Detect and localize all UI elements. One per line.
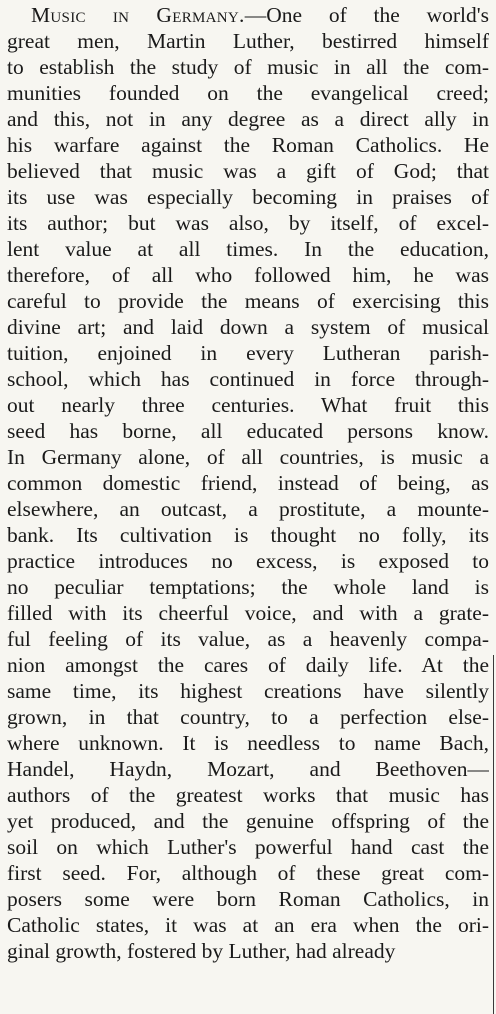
article-text-line: yet produced, and the genuine offspring of the [7, 809, 489, 833]
article-heading: Music in Germany. [31, 3, 245, 27]
article-text-line: seed has borne, all educated persons know. [7, 419, 489, 443]
article-text-line: Catholic states, it was at an era when the ori- [7, 913, 489, 937]
article-text-line: believed that music was a gift of God; that [7, 159, 489, 183]
article-text-line: no peculiar temptations; the whole land is [7, 575, 489, 599]
article-text-line: grown, in that country, to a perfection else- [7, 705, 489, 729]
article-text-line: Handel, Haydn, Mozart, and Beethoven— [7, 757, 489, 781]
article-text-line: filled with its cheerful voice, and with a grate- [7, 601, 489, 625]
article-text-line: therefore, of all who followed him, he was [7, 263, 489, 287]
article-text-line: lent value at all times. In the education, [7, 237, 489, 261]
article-text-line: great men, Martin Luther, bestirred himself [7, 29, 489, 53]
article-text-line: common domestic friend, instead of being, as [7, 471, 489, 495]
article-text-line: out nearly three centuries. What fruit this [7, 393, 489, 417]
article-text-line: to establish the study of music in all the com- [7, 55, 489, 79]
article-text-line: practice introduces no excess, is exposed to [7, 549, 489, 573]
article-column [7, 2, 489, 964]
article-text-line: In Germany alone, of all countries, is music a [7, 445, 489, 469]
article-text-line: ful feeling of its value, as a heavenly compa- [7, 627, 489, 651]
article-text-line: his warfare against the Roman Catholics. He [7, 133, 489, 157]
article-first-line [7, 2, 489, 28]
article-text-line: and this, not in any degree as a direct ally in [7, 107, 489, 131]
column-rule [493, 655, 494, 1014]
article-text-line: tuition, enjoined in every Lutheran parish- [7, 341, 489, 365]
article-text-line: its use was especially becoming in praises of [7, 185, 489, 209]
article-text-line: posers some were born Roman Catholics, in [7, 887, 489, 911]
article-lead-text: —One of the world's [244, 3, 489, 27]
article-text-line: careful to provide the means of exercising this [7, 289, 489, 313]
article-text-line: bank. Its cultivation is thought no folly, its [7, 523, 489, 547]
article-text-line: nion amongst the cares of daily life. At the [7, 653, 489, 677]
article-text-line: authors of the greatest works that music has [7, 783, 489, 807]
article-text-line: its author; but was also, by itself, of excel- [7, 211, 489, 235]
article-text-line: school, which has continued in force through- [7, 367, 489, 391]
article-text-line: first seed. For, although of these great com- [7, 861, 489, 885]
article-text-line: ginal growth, fostered by Luther, had already [7, 939, 396, 963]
article-text-line: where unknown. It is needless to name Bach, [7, 731, 489, 755]
article-text-line: divine art; and laid down a system of musical [7, 315, 489, 339]
article-text-line: same time, its highest creations have silently [7, 679, 489, 703]
article-text-line: munities founded on the evangelical creed; [7, 81, 489, 105]
article-text-line: soil on which Luther's powerful hand cast the [7, 835, 489, 859]
article-text-line: elsewhere, an outcast, a prostitute, a mounte- [7, 497, 489, 521]
